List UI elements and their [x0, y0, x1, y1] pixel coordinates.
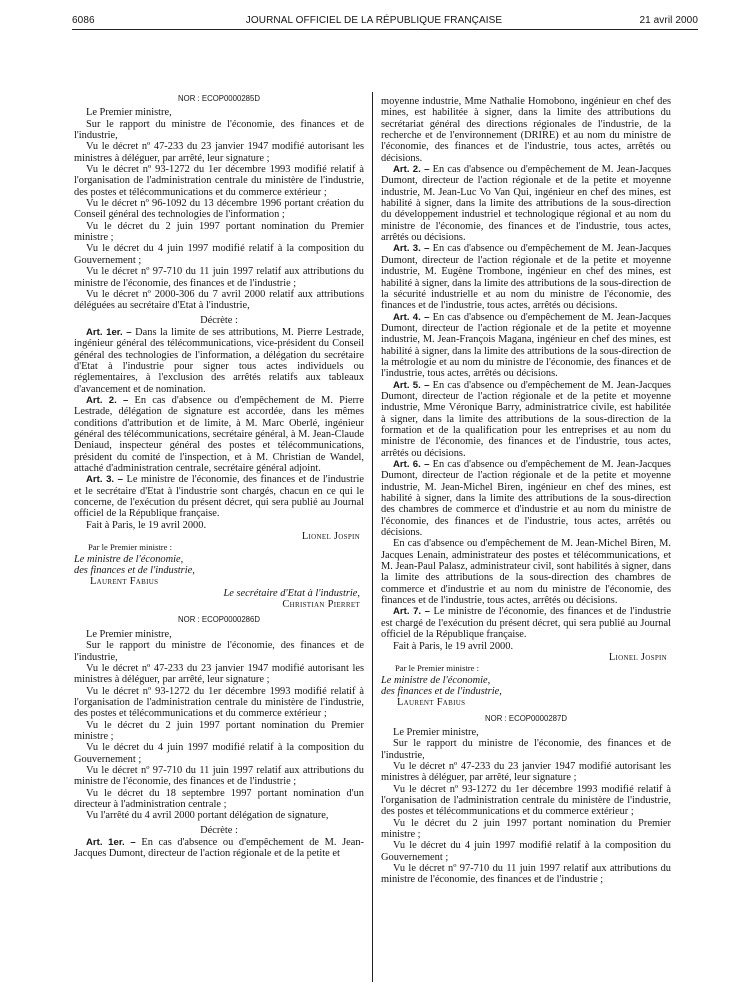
visa: Sur le rapport du ministre de l'économie, des finances et de l'industrie,	[74, 640, 364, 663]
nor-reference: NOR : ECOP0000286D	[178, 615, 260, 625]
decrete-heading: Décrète :	[200, 824, 238, 836]
minister-title: Le ministre de l'économie,	[381, 674, 491, 686]
visa: Vu le décret nº 97-710 du 11 juin 1997 relatif aux attributions du ministre de l'économie, des finances et de l'industrie ;	[381, 863, 671, 886]
visa: Vu le décret nº 93-1272 du 1er décembre 1993 modifié relatif à l'organisation de l'administration centrale du ministère de l'industrie, des postes et télécommunications et du commerce extérieur ;	[74, 685, 364, 720]
article	[74, 327, 364, 395]
visa: Vu le décret nº 96-1092 du 13 décembre 1996 portant création du Conseil général des technologies de l'information ;	[74, 198, 364, 221]
article	[74, 395, 364, 474]
article-text: En cas d'absence ou d'empêchement de M. Jean-Jacques Dumont, directeur de l'action régionale et de la petite et moyenne industrie, M. Eugène Trombone, ingénieur en chef des mines, est habilité à signer, dans la limite des attributions de la sous-direction de la sécurité industrielle et au nom du ministre de l'économie, des finances et de l'industrie, tous actes, arrêtés ou décisions.	[381, 243, 671, 312]
article	[381, 380, 671, 459]
secretary-title: Le secrétaire d'Etat à l'industrie,	[223, 587, 360, 599]
minister-name: Laurent Fabius	[397, 697, 466, 709]
minister-title: des finances et de l'industrie,	[381, 685, 502, 697]
article-label: Art. 3. –	[393, 243, 430, 255]
article-label: Art. 3. –	[86, 474, 123, 486]
visa: Vu le décret nº 93-1272 du 1er décembre 1993 modifié relatif à l'organisation de l'administration centrale du ministère de l'industrie, des postes et télécommunications et du commerce extérieur ;	[74, 164, 364, 198]
article-text: En cas d'absence ou d'empêchement de M. Jean-Jacques Dumont, directeur de l'action régionale et de la petite et	[74, 837, 364, 860]
issue-date: 21 avril 2000	[639, 15, 698, 26]
article-label: Art. 4. –	[393, 311, 430, 323]
minister-title: des finances et de l'industrie,	[74, 565, 195, 577]
article-text: En cas d'absence ou d'empêchement de M. Jean-Jacques Dumont, directeur de l'action régionale et de la petite et moyenne industrie, M. Jean-Luc Vo Van Qui, ingénieur en chef des mines, est habilité à signer, dans la limite des attributions de la sous-direction du développement industriel et technologique régional et au nom du ministre de l'économie, des finances et de l'industrie, tous actes, arrêtés ou décisions.	[381, 164, 671, 244]
article-text: En cas d'absence ou d'empêchement de M. Jean-Jacques Dumont, directeur de l'action régionale et de la petite et moyenne industrie, Mme Véronique Barry, administratrice civile, est habilitée à signer, dans la limite des attributions de la sous-direction de la formation et de la qualification pour les entreprises et au nom du ministre de l'économie, des finances et de l'industrie, tous actes, arrêtés ou décisions.	[381, 379, 671, 459]
visa: Vu le décret nº 47-233 du 23 janvier 1947 modifié autorisant les ministres à déléguer, par arrêté, leur signature ;	[74, 662, 364, 686]
visa: Vu le décret du 4 juin 1997 modifié relatif à la composition du Gouvernement ;	[381, 840, 671, 863]
article-text: En cas d'absence ou d'empêchement de M. Pierre Lestrade, délégation de signature est accordée, dans les mêmes conditions d'attribution et de limite, à M. Marc Oberlé, ingénieur général des télécommunications, secrétaire général, à M. Jean-Claude Deniaud, inspecteur général des postes et télécommunications, président du comité de l'inspection, et à M. Christian de Wandel, attaché d'administration centrale, secrétaire général adjoint.	[74, 394, 364, 474]
secretary-name: Christian Pierret	[282, 599, 360, 611]
visa: Sur le rapport du ministre de l'économie, des finances et de l'industrie,	[74, 118, 364, 142]
visa: Vu l'arrêté du 4 avril 2000 portant délégation de signature,	[86, 810, 329, 822]
visa: Vu le décret du 4 juin 1997 modifié relatif à la composition du Gouvernement ;	[74, 742, 364, 765]
article-label: Art. 7. –	[393, 606, 430, 618]
visa: Vu le décret du 18 septembre 1997 portant nomination d'un directeur à l'administration centrale ;	[74, 787, 364, 810]
page-number: 6086	[72, 15, 95, 26]
article-label: Art. 1er. –	[86, 837, 136, 848]
journal-title: JOURNAL OFFICIEL DE LA RÉPUBLIQUE FRANÇAISE	[245, 15, 503, 26]
article-label: Art. 2. –	[393, 164, 430, 176]
signatory: Lionel Jospin	[608, 651, 667, 663]
visa: Vu le décret nº 2000-306 du 7 avril 2000 relatif aux attributions déléguées au secrétaire d'Etat à l'industrie,	[74, 288, 364, 312]
article	[381, 606, 671, 640]
visa: Sur le rapport du ministre de l'économie, des finances et de l'industrie,	[381, 738, 671, 761]
decree-intro: Le Premier ministre,	[86, 107, 172, 119]
article-label: Art. 5. –	[393, 379, 430, 391]
article-continuation: moyenne industrie, Mme Nathalie Homobono, ingénieur en chef des mines, est habilitée à signer, dans la limite des attributions du secrétariat général des directions régionales de l'industrie, de la recherche et de l'environnement (DRIRE) et au nom du ministre de l'économie, des finances et de l'industrie, tous actes, arrêtés ou décisions.	[381, 96, 671, 164]
fait-line: Fait à Paris, le 19 avril 2000.	[86, 519, 207, 531]
article-text: En cas d'absence ou d'empêchement de M. Jean-Jacques Dumont, directeur de l'action régionale et de la petite et moyenne industrie, M. Jean-François Magana, ingénieur en chef des mines, est habilité à signer, dans la limite des attributions de la sous-direction de la métrologie et au nom du ministre de l'économie, des finances et de l'industrie, tous actes, arrêtés ou décisions.	[381, 311, 671, 380]
column-divider	[372, 92, 373, 982]
article	[74, 474, 364, 519]
visa: Vu le décret du 4 juin 1997 modifié relatif à la composition du Gouvernement ;	[74, 243, 364, 266]
decree-intro: Le Premier ministre,	[86, 628, 172, 640]
decree-intro: Le Premier ministre,	[393, 726, 479, 738]
left-column	[74, 93, 364, 860]
article-label: Art. 2. –	[86, 394, 129, 406]
visa: Vu le décret nº 93-1272 du 1er décembre 1993 modifié relatif à l'organisation de l'administration centrale du ministère de l'industrie, des postes et télécommunications et du commerce extérieur ;	[381, 783, 671, 818]
visa: Vu le décret nº 97-710 du 11 juin 1997 relatif aux attributions du ministre de l'économie, des finances et de l'industrie ;	[74, 266, 364, 289]
fait-line: Fait à Paris, le 19 avril 2000.	[393, 640, 514, 652]
visa: Vu le décret nº 97-710 du 11 juin 1997 relatif aux attributions du ministre de l'économie, des finances et de l'industrie ;	[74, 764, 364, 788]
article-label: Art. 1er. –	[86, 326, 132, 338]
visa: Vu le décret du 2 juin 1997 portant nomination du Premier ministre ;	[74, 220, 364, 244]
right-column	[381, 96, 671, 886]
article	[74, 837, 364, 860]
article-text: Le ministre de l'économie, des finances et de l'industrie est chargé de l'exécution du présent décret, qui sera publié au Journal officiel de la République française.	[381, 606, 671, 641]
article-label: Art. 6. –	[393, 459, 430, 470]
par-line: Par le Premier ministre :	[395, 663, 480, 674]
decrete-heading: Décrète :	[200, 314, 238, 326]
article-paragraph: En cas d'absence ou d'empêchement de M. Jean-Michel Biren, M. Jacques Lenain, administrateur des postes et télécommunications, et M. Jean-Paul Palasz, administrateur civil, sont habilités à signer, dans la limite des attributions de la sous-direction des chambres de commerce et d'industrie et au nom du ministre de l'économie, des finances et de l'industrie, tous actes, arrêtés ou décisions.	[381, 538, 671, 607]
minister-title: Le ministre de l'économie,	[74, 553, 184, 565]
visa: Vu le décret du 2 juin 1997 portant nomination du Premier ministre ;	[74, 719, 364, 742]
minister-name: Laurent Fabius	[90, 576, 159, 588]
visa: Vu le décret nº 47-233 du 23 janvier 1947 modifié autorisant les ministres à déléguer, par arrêté, leur signature ;	[381, 760, 671, 784]
article-text: En cas d'absence ou d'empêchement de M. Jean-Jacques Dumont, directeur de l'action régionale et de la petite et moyenne industrie, M. Jean-Michel Biren, ingénieur en chef des mines, est habilité à signer, dans la limite des attributions de la sous-direction des chambres de commerce et d'industrie et au nom du ministre de l'économie, des finances et de l'industrie, tous actes, arrêtés ou décisions.	[381, 459, 671, 539]
signatory: Lionel Jospin	[301, 531, 360, 543]
article	[381, 459, 671, 538]
header-rule	[72, 29, 698, 30]
visa: Vu le décret nº 47-233 du 23 janvier 1947 modifié autorisant les ministres à déléguer, par arrêté, leur signature ;	[74, 141, 364, 164]
article	[381, 164, 671, 243]
article	[381, 312, 671, 380]
article-text: Dans la limite de ses attributions, M. Pierre Lestrade, ingénieur général des télécommunications, vice-président du Conseil général des technologies de l'information, a délégation du secrétaire d'Etat à l'industrie pour signer tous actes individuels ou réglementaires, à l'exclusion des arrêtés relatifs aux tableaux d'avancement et de nomination.	[74, 326, 364, 395]
article	[381, 243, 671, 311]
par-line: Par le Premier ministre :	[88, 542, 173, 553]
visa: Vu le décret du 2 juin 1997 portant nomination du Premier ministre ;	[381, 817, 671, 840]
nor-reference: NOR : ECOP0000285D	[178, 94, 260, 103]
nor-reference: NOR : ECOP0000287D	[485, 713, 567, 723]
article-text: Le ministre de l'économie, des finances et de l'industrie et le secrétaire d'Etat à l'industrie sont chargés, chacun en ce qui le concerne, de l'exécution du présent décret, qui sera publié au Journal officiel de la République française.	[74, 474, 364, 520]
